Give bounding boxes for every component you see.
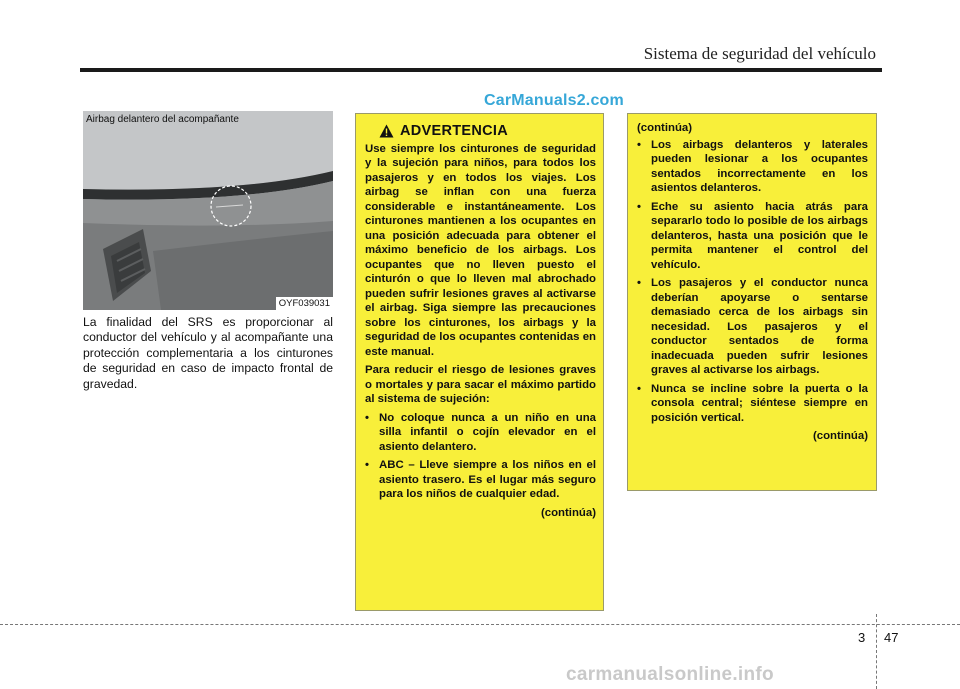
- warning-box-2: [627, 113, 877, 491]
- chapter-number: 3: [858, 630, 866, 645]
- warning-bullet: [637, 138, 868, 196]
- bullet-dot: •: [637, 277, 641, 289]
- airbag-figure: [83, 111, 333, 310]
- warning-bullet-text: ABC – Lleve siempre a los niños en el asiento trasero. Es el lugar más seguro para los niños de cualquier edad.: [379, 459, 596, 500]
- warning-paragraph-2: Para reducir el riesgo de lesiones graves o mortales y para sacar el máximo partido al sistema de sujeción:: [365, 364, 596, 405]
- watermark-top: CarManuals2.com: [484, 92, 624, 109]
- body-paragraph: La finalidad del SRS es proporcionar al conductor del vehículo y al acompañante una protección complementaria a los cinturones de seguridad en caso de impacto frontal de gravedad.: [83, 315, 333, 391]
- figure-caption: Airbag delantero del acompañante: [86, 114, 239, 125]
- continued-label: (continúa): [812, 430, 868, 442]
- warning-bullet-text: Los pasajeros y el conductor nunca deberían apoyarse o sentarse demasiado cerca de los airbags sin necesidad. Los pasajeros y el conductor sentados de forma inadecuada pueden sufrir lesiones graves al activarse los airbags.: [651, 277, 868, 376]
- page-number: 47: [884, 630, 899, 645]
- warning-bullet-text: Eche su asiento hacia atrás para separarlo todo lo posible de los airbags delanteros, hasta una posición que le permita mantener el control del vehículo.: [651, 200, 868, 271]
- watermark-bottom: carmanualsonline.info: [566, 664, 774, 685]
- warning-bullet-text: Nunca se incline sobre la puerta o la consola central; siéntese siempre en posición vertical.: [651, 382, 868, 424]
- bullet-dot: •: [365, 411, 369, 424]
- warning-header: [379, 124, 596, 139]
- warning-bullet: [637, 200, 868, 273]
- bullet-dot: •: [637, 200, 641, 213]
- continued-label: (continúa): [540, 506, 596, 519]
- bullet-dot: •: [637, 138, 641, 151]
- figure-code: OYF039031: [276, 297, 333, 310]
- warning-triangle-icon: [379, 124, 394, 138]
- warning-bullet-text: No coloque nunca a un niño en una silla infantil o cojín elevador en el asiento delantero.: [379, 411, 596, 453]
- bullet-dot: •: [637, 382, 641, 395]
- warning-bullet: [637, 382, 868, 426]
- footer-divider: [876, 614, 877, 689]
- section-title: Sistema de seguridad del vehículo: [643, 44, 876, 63]
- warning-bullet: [365, 458, 596, 502]
- warning-bullet-text: Los airbags delanteros y laterales pueden lesionar a los ocupantes sentados incorrectamente en los asientos delanteros.: [651, 138, 868, 194]
- warning-bullet: [637, 276, 868, 378]
- warning-box-1: [355, 113, 604, 611]
- dashboard-illustration: [83, 111, 333, 310]
- warning-paragraph-1: Use siempre los cinturones de seguridad y la sujeción para niños, para todos los pasajeros y en todos los viajes. Los airbag se inflan con una fuerza considerable e instantáneamente. Los cinturones mantienen a los ocupantes en una posición adecuada para obtener el máximo beneficio de los airbags. Los ocupantes que no lleven puesto el cinturón o que lo lleven mal abrochado pueden sufrir lesiones graves al activarse el airbag. Siga siempre las precauciones sobre los cinturones, los airbags y la seguridad de los ocupantes contenidas en este manual.: [365, 142, 596, 358]
- header-rule: [80, 68, 882, 72]
- continued-header: (continúa): [637, 122, 693, 134]
- bullet-dot: •: [365, 459, 369, 471]
- warning-bullet: [365, 411, 596, 455]
- footer-rule: [0, 624, 960, 625]
- warning-title: ADVERTENCIA: [400, 123, 509, 139]
